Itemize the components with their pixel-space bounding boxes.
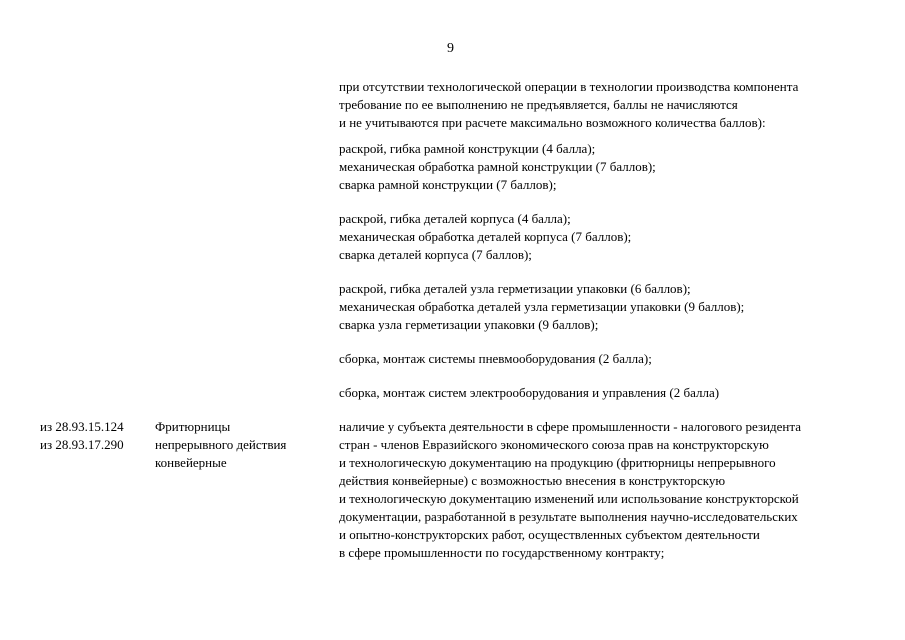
operations-group-frame — [339, 140, 894, 194]
requirements-continuation — [339, 78, 894, 418]
page-number: 9 — [447, 41, 454, 56]
text-line: непрерывного действия — [155, 437, 287, 452]
text-line: и технологическую документацию на продукцию (фритюрницы непрерывного — [339, 455, 776, 470]
text-line: и опытно-конструкторских работ, осуществленных субъектом деятельности — [339, 527, 760, 542]
text-line: наличие у субъекта деятельности в сфере промышленности - налогового резидента — [339, 419, 801, 434]
text-line: раскрой, гибка деталей узла герметизации упаковки (6 баллов); — [339, 281, 691, 296]
okpd-codes-cell — [40, 418, 150, 454]
text-line: раскрой, гибка деталей корпуса (4 балла); — [339, 211, 571, 226]
text-line: механическая обработка деталей узла герметизации упаковки (9 баллов); — [339, 299, 745, 314]
text-line: действия конвейерные) с возможностью внесения в конструкторскую — [339, 473, 726, 488]
text-line: требование по ее выполнению не предъявляется, баллы не начисляются — [339, 97, 738, 112]
requirement-cell — [339, 418, 899, 562]
text-line: раскрой, гибка рамной конструкции (4 балла); — [339, 141, 596, 156]
text-line: механическая обработка деталей корпуса (7 баллов); — [339, 229, 632, 244]
text-line: Фритюрницы — [155, 419, 231, 434]
text-line: конвейерные — [155, 455, 227, 470]
operations-group-sealing — [339, 280, 894, 334]
okpd-code: из 28.93.17.290 — [40, 437, 124, 452]
text-line: сборка, монтаж системы пневмооборудования (2 балла); — [339, 351, 652, 366]
okpd-code: из 28.93.15.124 — [40, 419, 124, 434]
operations-group-body — [339, 210, 894, 264]
text-line: при отсутствии технологической операции в технологии производства компонента — [339, 79, 799, 94]
text-line: документации, разработанной в результате выполнения научно-исследовательских — [339, 509, 798, 524]
text-line: стран - членов Евразийского экономического союза прав на конструкторскую — [339, 437, 769, 452]
operations-group-electrical — [339, 384, 894, 402]
text-line: механическая обработка рамной конструкции (7 баллов); — [339, 159, 656, 174]
text-line: сварка деталей корпуса (7 баллов); — [339, 247, 532, 262]
product-name-cell — [155, 418, 335, 472]
text-line: в сфере промышленности по государственному контракту; — [339, 545, 665, 560]
intro-paragraph — [339, 78, 894, 132]
text-line: сварка узла герметизации упаковки (9 баллов); — [339, 317, 599, 332]
operations-group-pneumatic — [339, 350, 894, 368]
text-line: и не учитываются при расчете максимально возможного количества баллов): — [339, 115, 766, 130]
text-line: сварка рамной конструкции (7 баллов); — [339, 177, 557, 192]
text-line: сборка, монтаж систем электрооборудования и управления (2 балла) — [339, 385, 720, 400]
text-line: и технологическую документацию изменений или использование конструкторской — [339, 491, 799, 506]
